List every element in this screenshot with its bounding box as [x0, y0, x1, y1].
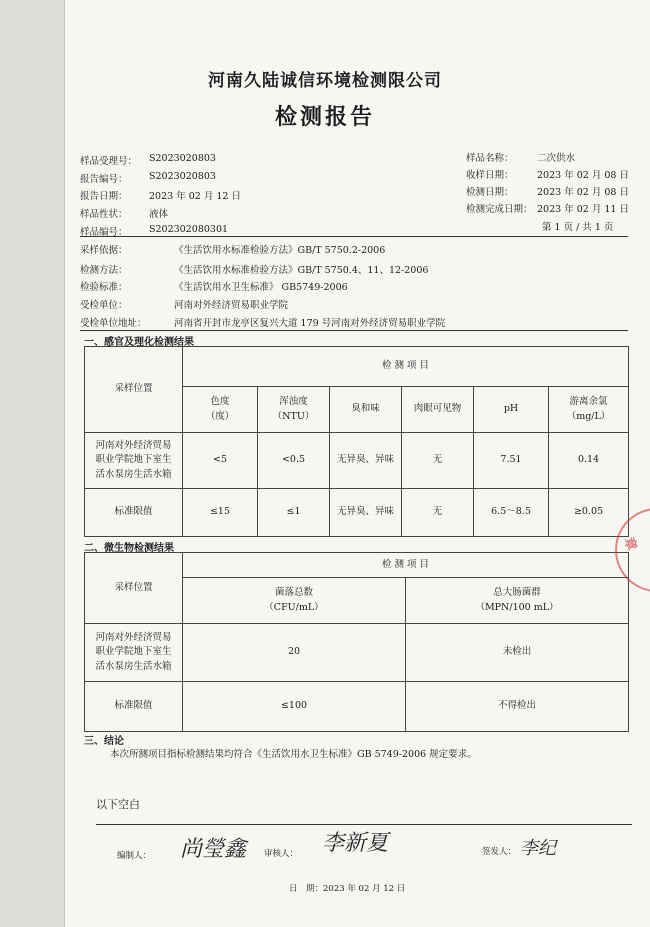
info-label: 收样日期：: [466, 170, 514, 181]
info-label: 检测日期：: [466, 187, 514, 198]
detail-value: 河南省开封市龙亭区复兴大道 179 号河南对外经济贸易职业学院: [174, 318, 446, 329]
result-cell: <0.5: [258, 433, 330, 489]
limit-cell: 不得检出: [406, 682, 629, 732]
limit-cell: ≤1: [258, 489, 330, 537]
detail-value: 河南对外经济贸易职业学院: [174, 300, 289, 311]
detail-label: 采样依据：: [80, 245, 128, 256]
info-label: 样品性状：: [80, 209, 128, 220]
limit-cell: ≤100: [183, 682, 406, 732]
result-cell: 无异臭、异味: [330, 433, 402, 489]
divider: [80, 330, 628, 331]
column-header: 游离余氯 （mg/L）: [549, 387, 629, 433]
result-cell: 20: [183, 624, 406, 682]
detail-label: 检测方法：: [80, 265, 128, 276]
result-cell: 未检出: [406, 624, 629, 682]
prepared-label: 编制人：: [117, 851, 152, 861]
position-header: 采样位置: [85, 553, 183, 624]
limit-cell: 无异臭、异味: [330, 489, 402, 537]
report-date: 日 期：2023 年 02 月 12 日: [289, 884, 406, 894]
info-value: 液体: [149, 209, 169, 220]
info-value: 2023 年 02 月 08 日: [537, 187, 629, 198]
divider: [80, 236, 628, 237]
info-label: 检测完成日期：: [466, 204, 533, 215]
column-header: 肉眼可见物: [402, 387, 474, 433]
info-label: 样品名称：: [466, 153, 514, 164]
info-value: 2023 年 02 月 08 日: [537, 170, 629, 181]
position-header: 采样位置: [85, 347, 183, 433]
detail-value: 《生活饮用水标准检验方法》GB/T 5750.4、11、12-2006: [174, 265, 429, 276]
info-value: 2023 年 02 月 11 日: [537, 204, 629, 215]
blank-note: 以下空白: [96, 798, 140, 811]
info-label: 报告日期：: [80, 191, 128, 202]
sample-location: 河南对外经济贸易 职业学院地下室生 活水泵房生活水箱: [85, 433, 183, 489]
sensory-results-table: [84, 346, 629, 537]
conclusion-title: 三、结论: [84, 736, 124, 747]
limit-cell: 6.5～8.5: [474, 489, 549, 537]
limit-label: 标准限值: [85, 489, 183, 537]
info-value: 二次供水: [537, 153, 576, 164]
result-cell: 0.14: [549, 433, 629, 489]
scan-edge: [0, 0, 64, 927]
company-name: 河南久陆诚信环境检测限公司: [208, 71, 442, 91]
reviewed-label: 审核人：: [264, 849, 299, 859]
limit-label: 标准限值: [85, 682, 183, 732]
reviewed-signature: 李新夏: [322, 831, 389, 856]
info-label: 报告编号：: [80, 174, 128, 185]
column-header: 总大肠菌群 （MPN/100 mL）: [406, 578, 629, 624]
info-value: 2023 年 02 月 12 日: [149, 191, 241, 202]
column-header: pH: [474, 387, 549, 433]
detail-value: 《生活饮用水卫生标准》 GB5749-2006: [174, 282, 348, 293]
result-cell: <5: [183, 433, 258, 489]
limit-cell: ≥0.05: [549, 489, 629, 537]
result-cell: 无: [402, 433, 474, 489]
info-value: S2023020803: [149, 153, 216, 164]
detail-label: 受检单位地址：: [80, 318, 147, 329]
limit-cell: 无: [402, 489, 474, 537]
column-header: 菌落总数 （CFU/mL）: [183, 578, 406, 624]
issued-label: 签发人：: [482, 847, 517, 857]
column-header: 臭和味: [330, 387, 402, 433]
page-number: 第 1 页 / 共 1 页: [542, 222, 614, 233]
conclusion-text: 本次所测项目指标检测结果均符合《生活饮用水卫生标准》GB 5749-2006 规定要求。: [110, 749, 477, 760]
result-cell: 7.51: [474, 433, 549, 489]
detail-value: 《生活饮用水标准检验方法》GB/T 5750.2-2006: [174, 245, 386, 256]
column-header: 色度 （度）: [183, 387, 258, 433]
section1-title: 一、感官及理化检测结果: [84, 337, 194, 348]
issued-signature: 李纪: [520, 838, 556, 859]
info-label: 样品受理号：: [80, 156, 138, 167]
detail-label: 受检单位：: [80, 300, 128, 311]
seal-text: 章: [620, 535, 639, 553]
prepared-signature: 尚瑩鑫: [180, 837, 247, 862]
section2-title: 二、微生物检测结果: [84, 543, 174, 554]
info-value: S2023020803: [149, 171, 216, 182]
limit-cell: ≤15: [183, 489, 258, 537]
info-label: 样品编号：: [80, 227, 128, 238]
items-header: 检 测 项 目: [183, 553, 629, 578]
info-value: S202302080301: [149, 224, 229, 235]
items-header: 检 测 项 目: [183, 347, 629, 387]
column-header: 浑浊度 （NTU）: [258, 387, 330, 433]
report-title: 检测报告: [274, 104, 375, 130]
sample-location: 河南对外经济贸易 职业学院地下室生 活水泵房生活水箱: [85, 624, 183, 682]
divider: [96, 824, 632, 825]
detail-label: 检验标准：: [80, 282, 128, 293]
microbial-results-table: [84, 552, 629, 732]
